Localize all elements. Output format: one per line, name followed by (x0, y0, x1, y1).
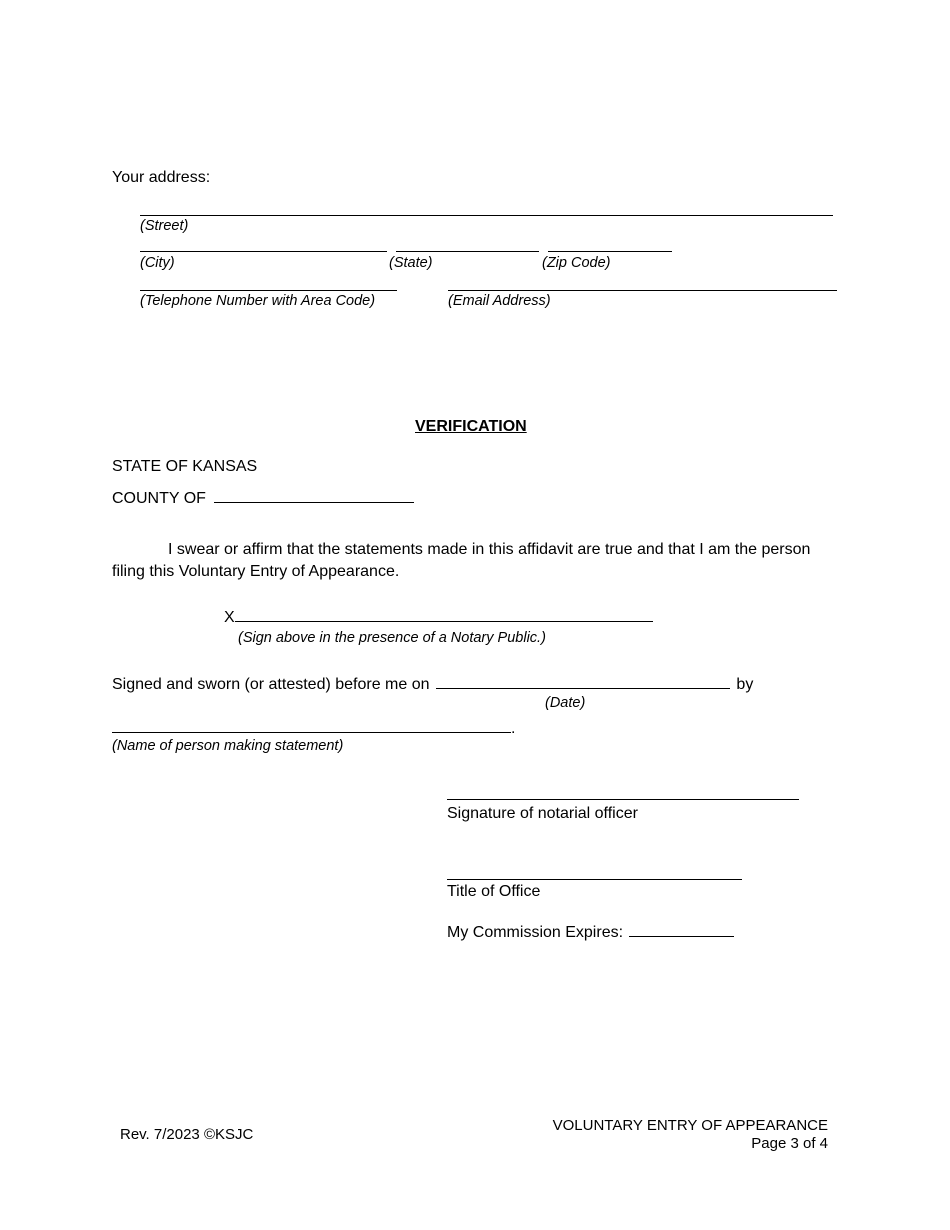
notary-signature-label: Signature of notarial officer (447, 805, 638, 822)
title-of-office-field[interactable] (447, 879, 742, 880)
signature-x-mark: X (224, 609, 235, 626)
city-field[interactable] (140, 251, 387, 252)
footer-form-name: VOLUNTARY ENTRY OF APPEARANCE (552, 1117, 828, 1134)
address-heading: Your address: (112, 169, 211, 186)
county-line (112, 488, 414, 508)
city-caption: (City) (140, 255, 175, 271)
street-field[interactable] (140, 215, 833, 216)
oath-statement: I swear or affirm that the statements made in this affidavit are true and that I am the person filing this Voluntary Entry of Appearance. (112, 541, 811, 580)
county-label: COUNTY OF (112, 490, 206, 507)
email-field[interactable] (448, 290, 837, 291)
revision-note: Rev. 7/2023 ©KSJC (120, 1126, 254, 1143)
date-caption: (Date) (545, 695, 586, 711)
name-caption: (Name of person making statement) (112, 738, 344, 754)
page-number: Page 3 of 4 (751, 1135, 828, 1152)
affiant-signature-line (224, 607, 653, 627)
commission-label: My Commission Expires: (447, 924, 624, 941)
zip-caption: (Zip Code) (542, 255, 611, 271)
sworn-prefix: Signed and sworn (or attested) before me on (112, 676, 430, 693)
name-period: . (511, 720, 516, 737)
state-field[interactable] (396, 251, 539, 252)
sign-caption: (Sign above in the presence of a Notary Public.) (238, 630, 546, 646)
sworn-suffix: by (736, 676, 754, 693)
name-line (112, 718, 515, 738)
state-caption: (State) (389, 255, 433, 271)
email-caption: (Email Address) (448, 293, 551, 309)
commission-line (447, 922, 734, 942)
street-caption: (Street) (140, 218, 189, 234)
notary-signature-field[interactable] (447, 799, 799, 800)
zip-field[interactable] (548, 251, 672, 252)
commission-expires-field[interactable] (629, 922, 734, 937)
verification-title: VERIFICATION (415, 418, 527, 435)
county-field[interactable] (214, 488, 414, 503)
state-label: STATE OF KANSAS (112, 458, 258, 475)
person-name-field[interactable] (112, 718, 511, 733)
sworn-line (112, 674, 753, 694)
affiant-signature-field[interactable] (235, 607, 653, 622)
phone-field[interactable] (140, 290, 397, 291)
phone-caption: (Telephone Number with Area Code) (140, 293, 376, 309)
title-of-office-label: Title of Office (447, 883, 541, 900)
sworn-date-field[interactable] (436, 674, 730, 689)
